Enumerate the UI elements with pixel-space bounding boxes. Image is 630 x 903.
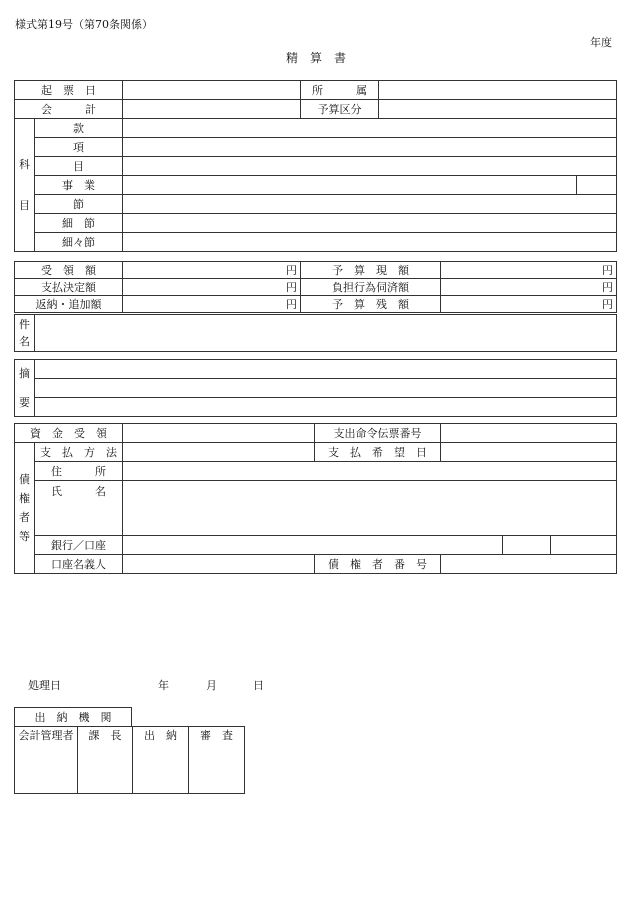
approval-table	[14, 726, 245, 794]
accounting-label: 会 計	[15, 100, 123, 119]
fund-receipt-field[interactable]	[123, 424, 315, 443]
item-saisaisetsu-label: 細々節	[35, 233, 123, 252]
subject-name-table	[14, 314, 617, 352]
summary-label	[15, 360, 35, 417]
page-title: 精 算 書	[286, 51, 347, 65]
name-label: 氏 名	[35, 481, 123, 536]
approval-org-table	[14, 707, 132, 727]
payment-decided-label: 支払決定額	[15, 279, 123, 296]
item-kou-field[interactable]	[123, 138, 617, 157]
desired-date-label: 支 払 希 望 日	[315, 443, 441, 462]
subject-name-char-1: 件	[19, 318, 30, 331]
approval-col-cashier: 出 納	[133, 727, 189, 744]
account-holder-label: 口座名義人	[35, 555, 123, 574]
affiliation-label: 所 属	[301, 81, 379, 100]
item-saisetsu-label: 細 節	[35, 214, 123, 233]
summary-line-1[interactable]	[35, 360, 617, 379]
approval-col-manager: 会計管理者	[15, 727, 78, 744]
processing-day-label: 日	[253, 679, 264, 692]
budget-remaining-field[interactable]: 円	[441, 296, 617, 313]
subject-char-2: 目	[19, 199, 30, 212]
account-number-field[interactable]	[551, 536, 617, 555]
name-field[interactable]	[123, 481, 617, 536]
creditor-table	[14, 423, 617, 574]
budget-remaining-label: 予 算 残 額	[301, 296, 441, 313]
item-kou-label: 項	[35, 138, 123, 157]
summary-char-2: 要	[19, 396, 30, 409]
accounting-field[interactable]	[123, 100, 301, 119]
amount-table	[14, 261, 617, 313]
creditor-label	[15, 443, 35, 574]
creditor-char-2: 権	[19, 492, 30, 505]
commitment-label: 負担行為伺済額	[301, 279, 441, 296]
item-moku-field[interactable]	[123, 157, 617, 176]
approval-col-chief: 課 長	[78, 727, 133, 744]
refund-additional-field[interactable]: 円	[123, 296, 301, 313]
account-type-field[interactable]	[503, 536, 551, 555]
item-business-field[interactable]	[123, 176, 577, 195]
bank-account-label: 銀行／口座	[35, 536, 123, 555]
desired-date-field[interactable]	[441, 443, 617, 462]
item-saisetsu-field[interactable]	[123, 214, 617, 233]
item-saisaisetsu-field[interactable]	[123, 233, 617, 252]
address-label: 住 所	[35, 462, 123, 481]
approval-stamp-audit[interactable]	[189, 743, 245, 794]
payment-order-no-field[interactable]	[441, 424, 617, 443]
affiliation-field[interactable]	[379, 81, 617, 100]
budget-current-label: 予 算 現 額	[301, 262, 441, 279]
summary-table	[14, 359, 617, 417]
budget-class-label: 予算区分	[301, 100, 379, 119]
approval-col-audit: 審 査	[189, 727, 245, 744]
processing-year-label: 年	[158, 679, 169, 692]
processing-month-label: 月	[206, 679, 217, 692]
creditor-no-label: 債 権 者 番 号	[315, 555, 441, 574]
approval-stamp-chief[interactable]	[78, 743, 133, 794]
item-kan-field[interactable]	[123, 119, 617, 138]
payment-order-no-label: 支出命令伝票番号	[315, 424, 441, 443]
budget-current-field[interactable]: 円	[441, 262, 617, 279]
creditor-no-field[interactable]	[441, 555, 617, 574]
subject-name-label	[15, 315, 35, 352]
bank-field[interactable]	[123, 536, 503, 555]
commitment-field[interactable]: 円	[441, 279, 617, 296]
issue-date-label: 起 票 日	[15, 81, 123, 100]
creditor-char-1: 債	[19, 473, 30, 486]
subject-name-char-2: 名	[19, 335, 30, 348]
subject-table	[14, 80, 617, 252]
subject-name-field[interactable]	[35, 315, 617, 352]
processing-date-label: 処理日	[28, 679, 61, 692]
approval-stamp-cashier[interactable]	[133, 743, 189, 794]
approval-org-label: 出 納 機 関	[15, 708, 132, 727]
payment-decided-field[interactable]: 円	[123, 279, 301, 296]
item-setsu-label: 節	[35, 195, 123, 214]
creditor-char-4: 等	[19, 530, 30, 543]
issue-date-field[interactable]	[123, 81, 301, 100]
item-business-code-field[interactable]	[577, 176, 617, 195]
subject-char-1: 科	[19, 158, 30, 171]
summary-char-1: 摘	[19, 367, 30, 380]
fiscal-year-label: 年度	[590, 36, 612, 49]
fund-receipt-label: 資 金 受 領	[15, 424, 123, 443]
received-amount-label: 受 領 額	[15, 262, 123, 279]
summary-line-3[interactable]	[35, 398, 617, 417]
payment-method-label: 支 払 方 法	[35, 443, 123, 462]
item-moku-label: 目	[35, 157, 123, 176]
approval-stamp-manager[interactable]	[15, 743, 78, 794]
received-amount-field[interactable]: 円	[123, 262, 301, 279]
account-holder-field[interactable]	[123, 555, 315, 574]
item-business-label: 事 業	[35, 176, 123, 195]
address-field[interactable]	[123, 462, 617, 481]
subject-label	[15, 119, 35, 252]
payment-method-field[interactable]	[123, 443, 315, 462]
item-setsu-field[interactable]	[123, 195, 617, 214]
summary-line-2[interactable]	[35, 379, 617, 398]
creditor-char-3: 者	[19, 511, 30, 524]
item-kan-label: 款	[35, 119, 123, 138]
refund-additional-label: 返納・追加額	[15, 296, 123, 313]
budget-class-field[interactable]	[379, 100, 617, 119]
form-reference: 様式第19号（第70条関係）	[15, 18, 153, 31]
